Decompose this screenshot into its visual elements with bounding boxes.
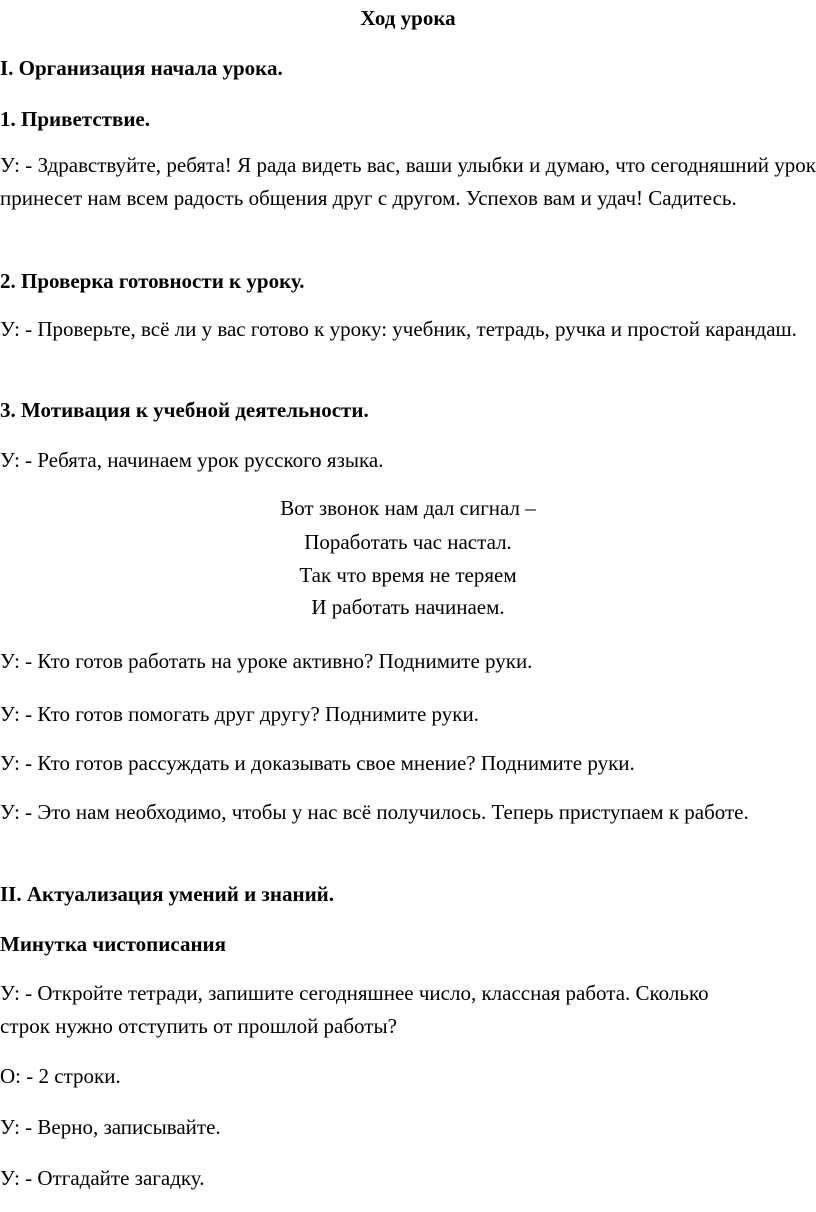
section-heading: I. Организация начала урока. (0, 56, 283, 80)
paragraph: У: - Здравствуйте, ребята! Я рада видеть вас, ваши улыбки и думаю, что сегодняшний урок принесет нам всем радость общения друг с другом. Успехов вам и удач! Садитесь. (0, 153, 816, 210)
paragraph: У: - Откройте тетради, запишите сегодняшнее число, классная работа. Сколько строк нужно отступить от прошлой работы? (0, 981, 709, 1038)
document-title: Ход урока (360, 6, 456, 30)
paragraph: У: - Кто готов рассуждать и доказывать свое мнение? Поднимите руки. (0, 751, 635, 775)
subsection-heading: Минутка чистописания (0, 932, 227, 956)
poem-line: Вот звонок нам дал сигнал – (280, 496, 536, 520)
paragraph: У: - Ребята, начинаем урок русского языка. (0, 448, 384, 472)
step-heading: 1. Приветствие. (0, 107, 150, 131)
section-heading: II. Актуализация умений и знаний. (0, 882, 335, 906)
paragraph: У: - Верно, записывайте. (0, 1115, 221, 1139)
poem-line: Поработать час настал. (304, 530, 512, 554)
paragraph: У: - Кто готов работать на уроке активно? Поднимите руки. (0, 649, 533, 673)
paragraph: У: - Отгадайте загадку. (0, 1166, 205, 1190)
paragraph: О: - 2 строки. (0, 1064, 121, 1088)
step-heading: 3. Мотивация к учебной деятельности. (0, 398, 369, 422)
paragraph: У: - Проверьте, всё ли у вас готово к уроку: учебник, тетрадь, ручка и простой карандаш. (0, 317, 797, 341)
poem-line: Так что время не теряем (299, 563, 517, 587)
paragraph: У: - Это нам необходимо, чтобы у нас всё получилось. Теперь приступаем к работе. (0, 800, 749, 824)
poem-line: И работать начинаем. (311, 595, 505, 619)
step-heading: 2. Проверка готовности к уроку. (0, 269, 305, 293)
paragraph: У: - Кто готов помогать друг другу? Поднимите руки. (0, 702, 479, 726)
